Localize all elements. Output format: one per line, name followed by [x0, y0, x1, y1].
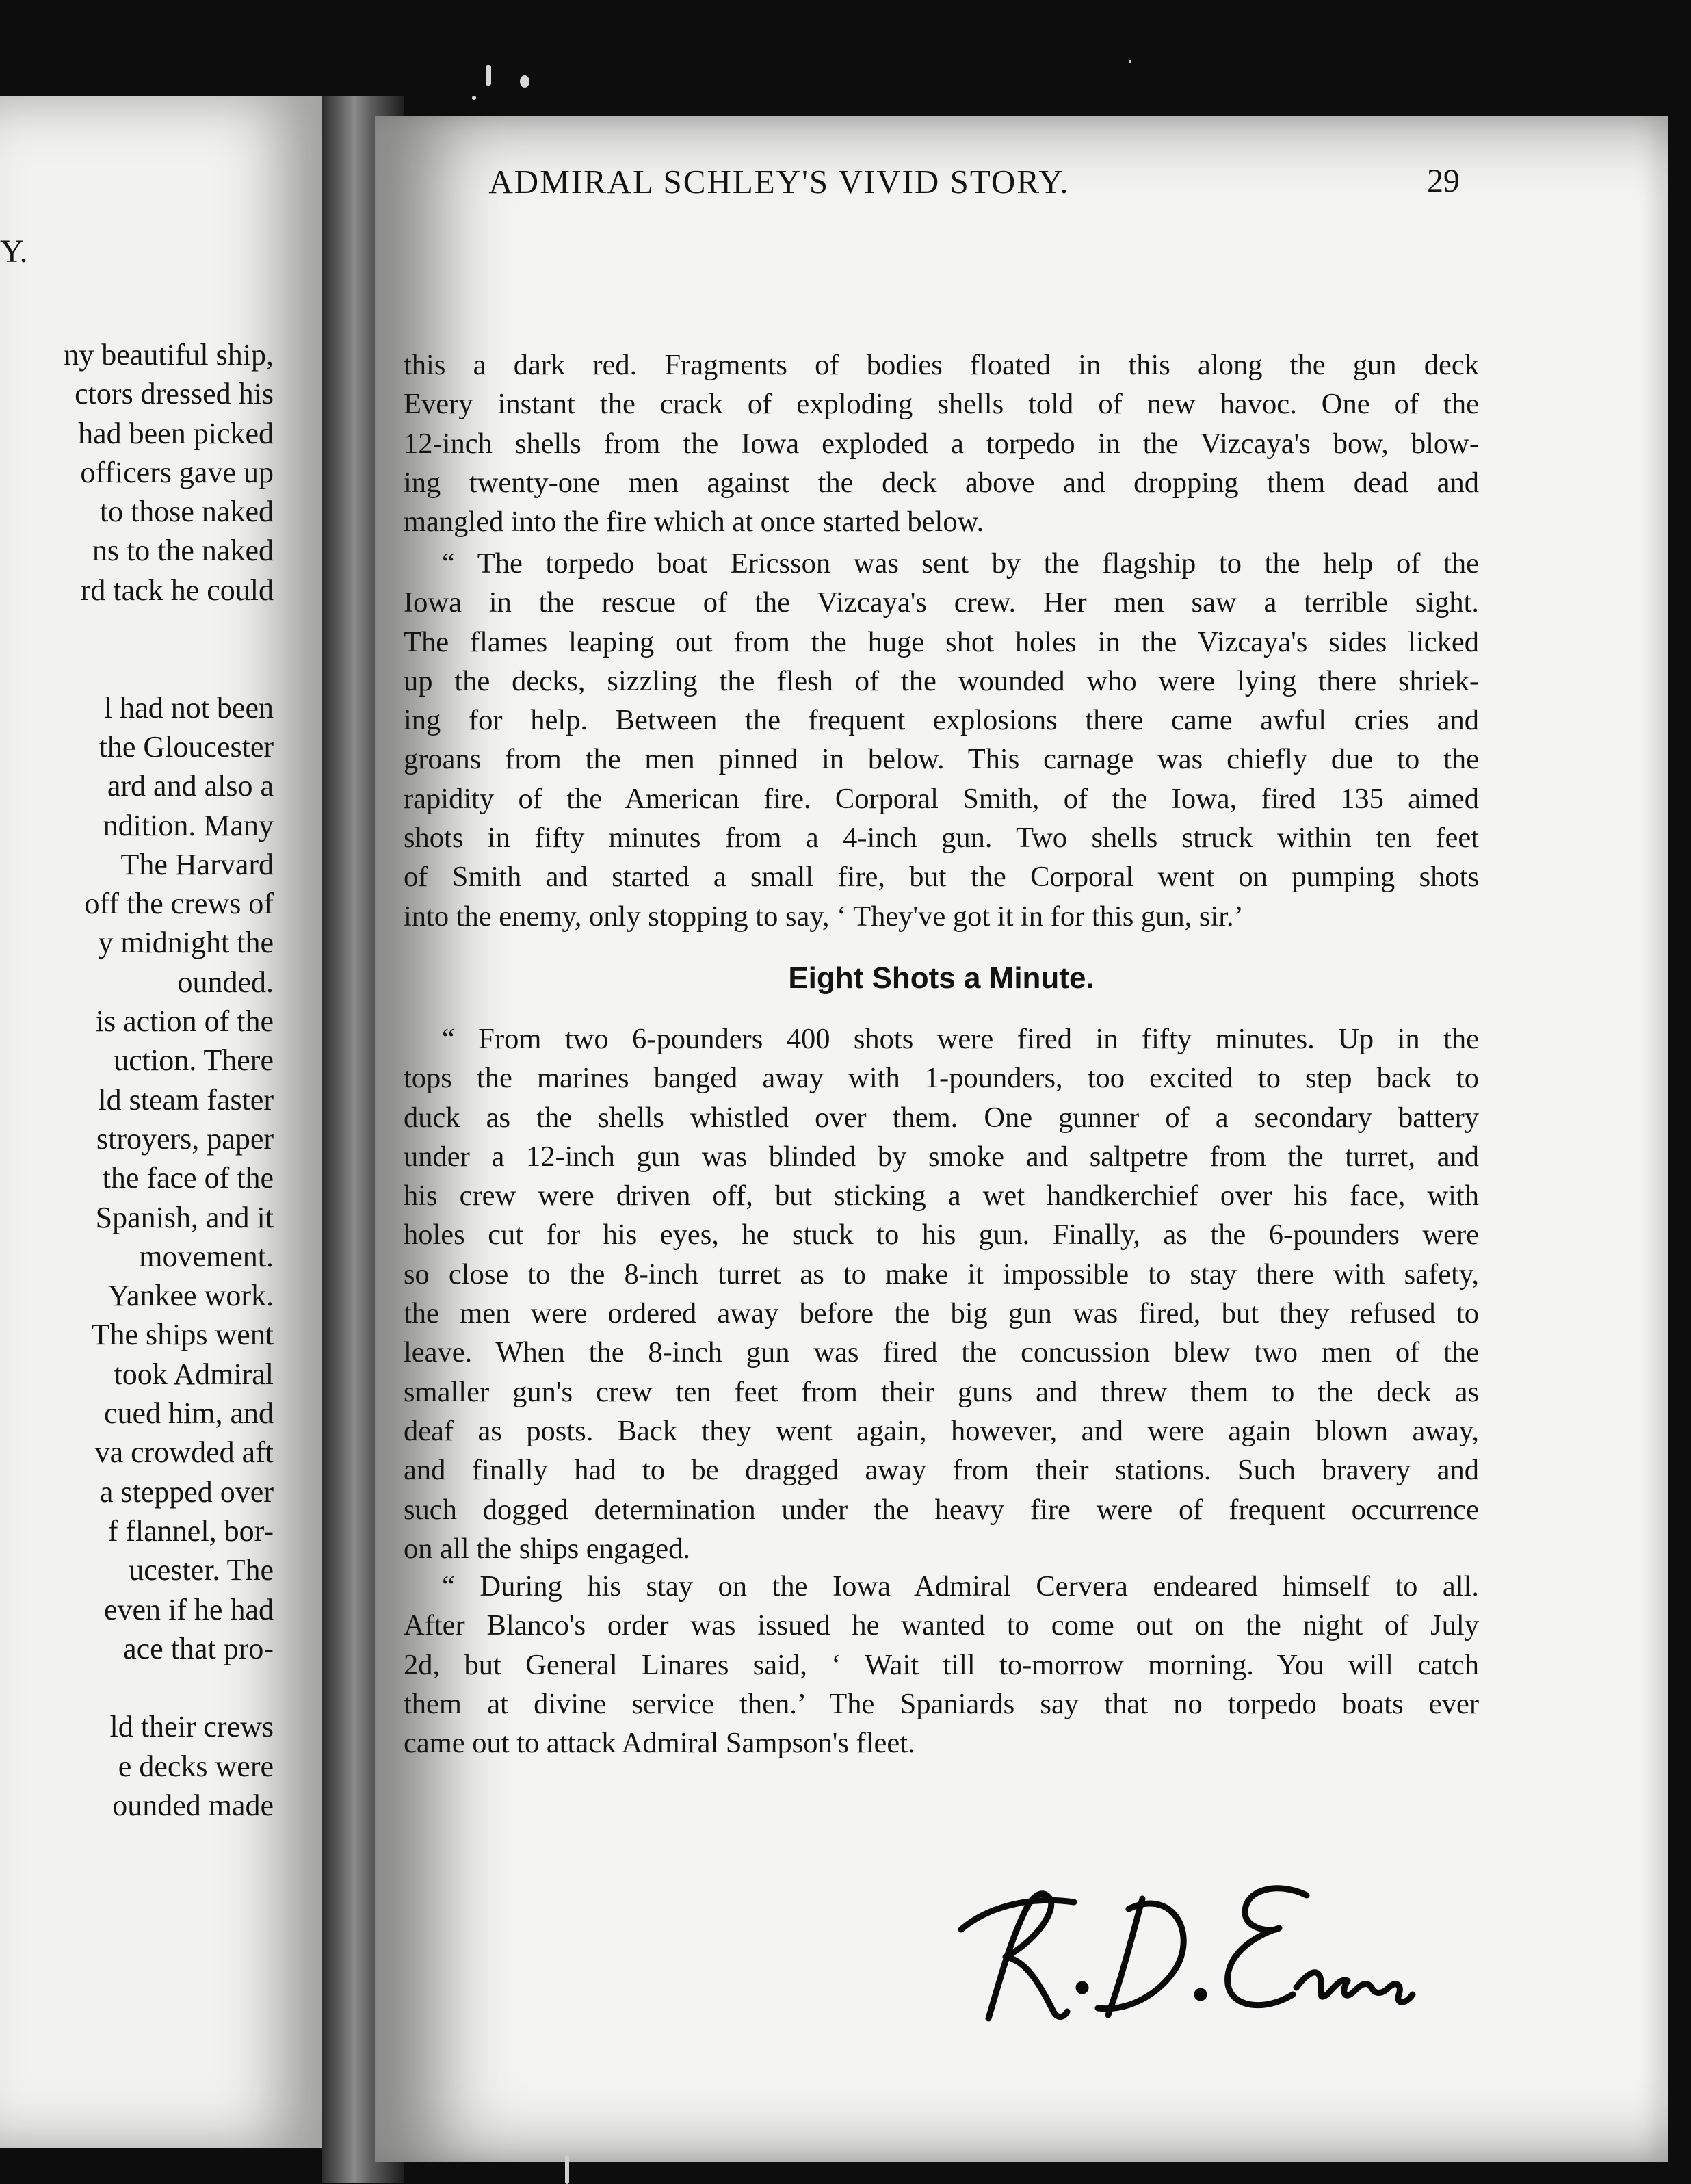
text-line: the men were ordered away before the big gun was fired, but they refused to [404, 1297, 1479, 1330]
left-page-line: ounded. [177, 965, 274, 999]
text-line: shots in fifty minutes from a 4-inch gun. Two shells struck within ten feet [404, 822, 1479, 855]
text-line: After Blanco's order was issued he wanted to come out on the night of July [404, 1609, 1479, 1642]
text-line: his crew were driven off, but sticking a wet handkerchief over his face, with [404, 1180, 1479, 1212]
section-heading: Eight Shots a Minute. [788, 961, 1094, 995]
left-page-line: movement. [139, 1239, 274, 1273]
left-page-line: is action of the [95, 1004, 274, 1039]
left-page-line: even if he had [104, 1592, 274, 1626]
text-line: groans from the men pinned in below. This carnage was chiefly due to the [404, 743, 1479, 776]
text-line: Every instant the crack of exploding shells told of new havoc. One of the [404, 388, 1479, 421]
left-page-line: ace that pro- [123, 1631, 274, 1665]
text-line: holes cut for his eyes, he stuck to his gun. Finally, as the 6-pounders were [404, 1219, 1479, 1251]
text-line: leave. When the 8-inch gun was fired the concussion blew two men of the [404, 1336, 1479, 1369]
left-page-line: The Harvard [120, 847, 274, 881]
left-page-line: officers gave up [80, 455, 274, 489]
left-page-line: Yankee work. [107, 1279, 274, 1313]
left-page-line: had been picked [78, 416, 274, 450]
scan-scratch [565, 2155, 569, 2184]
left-page-line: y midnight the [98, 926, 274, 960]
left-page-line: ld their crews [109, 1710, 274, 1744]
left-facing-page [0, 96, 322, 2148]
left-page-line: ns to the naked [92, 534, 274, 568]
scan-speck [472, 96, 476, 100]
text-line: rapidity of the American fire. Corporal Smith, of the Iowa, fired 135 aimed [404, 782, 1479, 815]
left-page-line: ny beautiful ship, [64, 338, 274, 372]
signature [923, 1847, 1443, 2053]
left-page-line: the face of the [102, 1161, 274, 1195]
scan-speck [520, 75, 529, 88]
text-line: mangled into the fire which at once started below. [404, 506, 984, 538]
left-page-line: e decks were [118, 1749, 274, 1783]
left-page-line [0, 610, 274, 649]
left-page-line [0, 649, 274, 688]
left-page-line: f flannel, bor- [107, 1513, 274, 1548]
text-line: into the enemy, only stopping to say, ‘ They've got it in for this gun, sir.’ [404, 900, 1244, 933]
text-line: 12-inch shells from the Iowa exploded a torpedo in the Vizcaya's bow, blow- [404, 427, 1479, 460]
text-line: “ The torpedo boat Ericsson was sent by the flagship to the help of the [442, 547, 1479, 580]
running-head [256, 162, 1460, 210]
left-page-line: ard and also a [107, 769, 274, 803]
text-line: 2d, but General Linares said, ‘ Wait till to-morrow morning. You will catch [404, 1648, 1479, 1681]
text-line: “ During his stay on the Iowa Admiral Cervera endeared himself to all. [442, 1570, 1479, 1602]
text-line: and finally had to be dragged away from their stations. Such bravery and [404, 1454, 1479, 1487]
left-page-line: to those naked [99, 495, 274, 529]
text-line: deaf as posts. Back they went again, however, and were again blown away, [404, 1414, 1479, 1447]
text-line: “ From two 6-pounders 400 shots were fired in fifty minutes. Up in the [442, 1023, 1479, 1055]
left-page-line [0, 1668, 274, 1707]
left-page-line: uction. There [114, 1043, 274, 1078]
paragraph-4 [404, 1567, 1479, 1763]
text-line: under a 12-inch gun was blinded by smoke and saltpetre from the turret, and [404, 1140, 1479, 1173]
left-page-line: ctors dressed his [75, 377, 274, 411]
text-line: ing for help. Between the frequent explosions there came awful cries and [404, 704, 1479, 737]
left-page-line: ounded made [112, 1788, 274, 1822]
paragraph-1 [404, 346, 1479, 541]
text-line: them at divine service then.’ The Spaniards say that no torpedo boats ever [404, 1687, 1479, 1720]
text-line: smaller gun's crew ten feet from their guns and threw them to the deck as [404, 1375, 1479, 1408]
paragraph-3 [404, 1019, 1479, 1568]
page-number: 29 [1427, 163, 1460, 199]
left-page-line: ndition. Many [103, 808, 274, 842]
text-line: tops the marines banged away with 1-pounders, too excited to step back to [404, 1062, 1479, 1095]
running-head-title: ADMIRAL SCHLEY'S VIVID STORY. [488, 163, 1070, 200]
left-page-line: the Gloucester [99, 729, 274, 764]
left-page-line: rd tack he could [80, 573, 274, 607]
left-page-line: off the crews of [84, 887, 274, 921]
left-page-heading-fragment: Y. [0, 233, 28, 270]
text-line: up the decks, sizzling the flesh of the wounded who were lying there shriek- [404, 664, 1479, 697]
left-page-text [0, 335, 274, 1825]
left-page-line: a stepped over [99, 1474, 274, 1509]
paragraph-2 [404, 544, 1479, 936]
left-page-line: ucester. The [129, 1553, 274, 1587]
scan-speck [486, 65, 491, 86]
left-page-line: ld steam faster [98, 1082, 274, 1117]
text-line: such dogged determination under the heavy fire were of frequent occurrence [404, 1493, 1479, 1526]
text-line: of Smith and started a small fire, but the Corporal went on pumping shots [404, 861, 1479, 894]
left-page-line: cued him, and [103, 1396, 274, 1431]
text-line: this a dark red. Fragments of bodies floated in this along the gun deck [404, 349, 1479, 381]
text-line: came out to attack Admiral Sampson's fleet. [404, 1727, 915, 1760]
left-page-line: Spanish, and it [95, 1200, 274, 1234]
left-page-line: va crowded aft [94, 1435, 274, 1470]
text-line: ing twenty-one men against the deck above and dropping them dead and [404, 466, 1479, 499]
handwritten-signature-image [923, 1847, 1443, 2053]
text-line: on all the ships engaged. [404, 1532, 691, 1565]
left-page-line: The ships went [91, 1318, 274, 1352]
text-line: so close to the 8-inch turret as to make it impossible to stay there with safety, [404, 1258, 1479, 1290]
left-page-line: took Admiral [114, 1357, 274, 1391]
text-line: The flames leaping out from the huge shot holes in the Vizcaya's sides licked [404, 625, 1479, 658]
text-line: duck as the shells whistled over them. One gunner of a secondary battery [404, 1101, 1479, 1134]
scan-speck [1129, 60, 1131, 63]
left-page-line: l had not been [103, 690, 274, 725]
left-page-line: stroyers, paper [96, 1121, 274, 1156]
text-line: Iowa in the rescue of the Vizcaya's crew. Her men saw a terrible sight. [404, 586, 1479, 619]
